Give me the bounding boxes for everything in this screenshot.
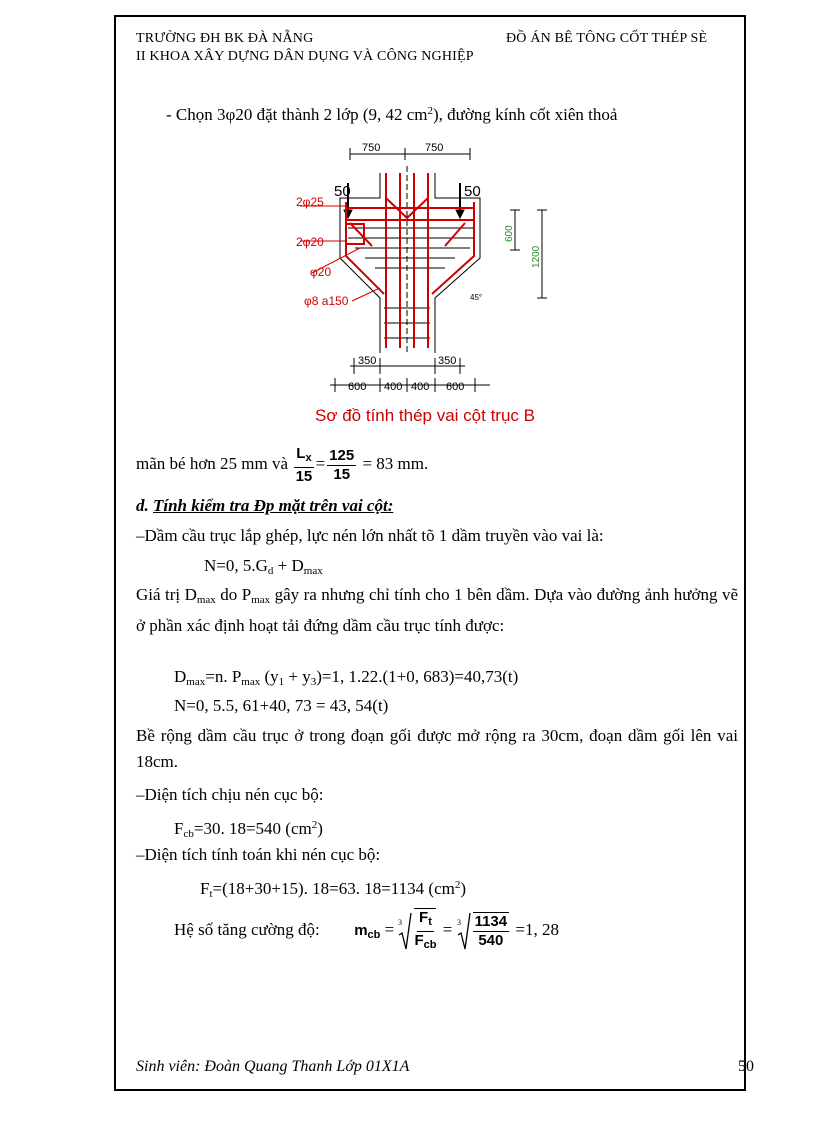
dim-bottom-2: 400	[411, 381, 430, 393]
page-number: 50	[738, 1058, 754, 1075]
paragraph-3: Bề rộng dầm cầu trục ở trong đoạn gối được mở rộng ra 30cm, đoạn dầm gối lên vai 18cm.	[136, 726, 738, 771]
footer-student: Sinh viên: Đoàn Quang Thanh Lớp 01X1A	[136, 1058, 410, 1075]
load-right: 50	[464, 183, 481, 200]
fraction-lx-15: $\frac{L_x}{15}$	[295, 444, 313, 485]
equation-n-result: N=0, 5.5, 61+40, 73 = 43, 54(t)	[174, 696, 389, 715]
radical-sign-icon	[457, 911, 471, 951]
label-phi20: φ20	[310, 265, 332, 279]
equation-mcb: Hệ số tăng cường độ: $m_{cb}$ = 3 $\frac{F_t}{F_{cb}}$ = 3 $\frac{1134}{540}$ =1, 28	[174, 908, 559, 957]
header-school: TRƯỜNG ĐH BK ĐÀ NẴNG	[136, 31, 314, 46]
dim-top-left: 750	[362, 142, 381, 154]
equation-n: N=0, $5.G_d + D_{max}$	[204, 556, 323, 577]
dim-bottom-3: 600	[446, 381, 465, 393]
dim-350-left: 350	[358, 355, 377, 367]
header-project: ĐỒ ÁN BÊ TÔNG CỐT THÉP SÈ	[506, 31, 708, 46]
condition-line: mãn bé hơn 25 mm và $\frac{L_x}{15}$ = $\frac{125}{15}$ = 83 mm.	[136, 444, 429, 485]
label-phi8: φ8 a150	[304, 294, 349, 308]
paragraph-4: –Diện tích chịu nén cục bộ:	[136, 785, 324, 804]
header-faculty: II KHOA XÂY DỰNG DÂN DỤNG VÀ CÔNG NGHIỆP	[136, 49, 474, 64]
fraction-125-15: $\frac{125}{15}$	[329, 446, 355, 483]
cube-root-ft-fcb: 3 $\frac{F_t}{F_{cb}}$	[398, 908, 438, 954]
radical-sign-icon	[398, 911, 412, 951]
paragraph-5: –Diện tích tính toán khi nén cục bộ:	[136, 845, 381, 864]
intro-line: - Chọn 3φ20 đặt thành 2 lớp (9, 42 $cm^2$), đường kính cốt xiên thoả	[166, 105, 618, 124]
dim-350-right: 350	[438, 355, 457, 367]
shoulder-reinforcement-diagram	[280, 138, 570, 428]
figure-caption: Sơ đồ tính thép vai cột trục B	[315, 406, 535, 425]
angle-label: 45°	[470, 293, 483, 302]
label-2phi20: 2φ20	[296, 235, 324, 249]
paragraph-1: –Dầm cầu trục lắp ghép, lực nén lớn nhất tõ 1 dầm truyền vào vai là:	[136, 526, 604, 545]
dim-top-right: 750	[425, 142, 444, 154]
section-d-heading: d. Tính kiểm tra Đp mặt trên vai cột:	[136, 496, 394, 515]
dim-600: 600	[504, 225, 515, 242]
dim-bottom-0: 600	[348, 381, 367, 393]
equation-ft: $F_t=(18+30+15)$. 18=63. 18=1134 $(cm^2)$	[200, 879, 467, 900]
dim-1200: 1200	[531, 245, 542, 268]
label-2phi25: 2φ25	[296, 195, 324, 209]
svg-text:3: 3	[456, 918, 461, 928]
equation-fcb: $F_{cb}=30$. 18=540 $(cm^2)$	[174, 819, 323, 840]
dim-bottom-1: 400	[384, 381, 403, 393]
load-left: 50	[334, 183, 351, 200]
svg-text:3: 3	[398, 918, 403, 928]
cube-root-1134-540: 3 $\frac{1134}{540}$	[456, 913, 508, 950]
equation-dmax: $D_{max}=n$. $P_{max}$ $(y_1 + y_3)=1$, 1.22.(1+0, 683)=40,73(t)	[174, 667, 519, 688]
paragraph-2: Giá trị $D_{max}$ do $P_{max}$ gây ra nhưng chỉ tính cho 1 bên dầm. Dựa vào đường ảnh hưởng vẽ ở phần xác định hoạt tải đứng dầm cầu trục tính được:	[136, 585, 738, 635]
